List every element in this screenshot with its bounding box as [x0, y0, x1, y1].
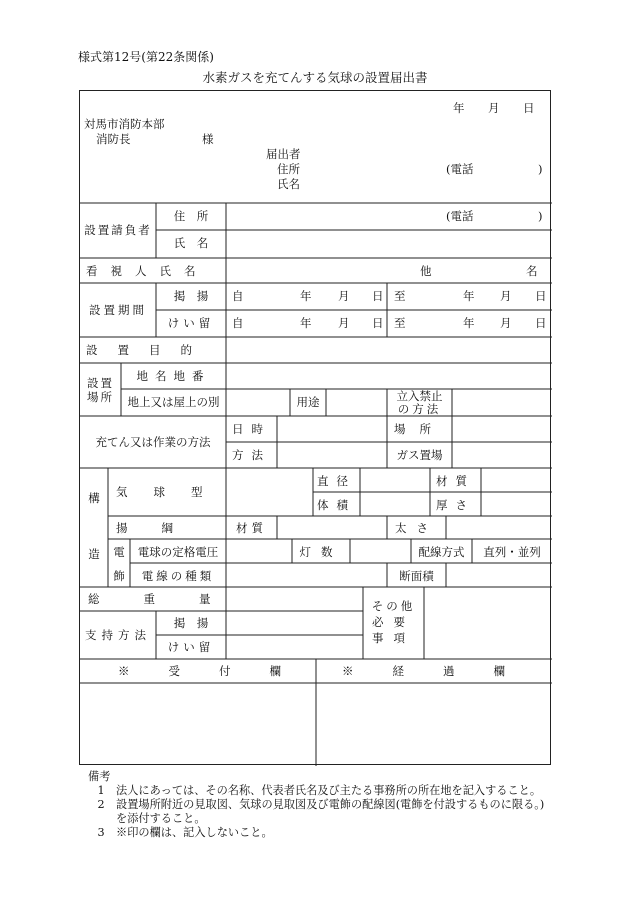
period-raise-from-year: 年 [300, 289, 312, 303]
reception-label: ※受付欄 [118, 664, 320, 678]
period-moor-to: 至 [394, 316, 406, 330]
method-gas-label: ガス置場 [396, 448, 443, 462]
applicant-address-label: 住所 [277, 162, 300, 176]
requester-label: 設置請負者 [84, 223, 152, 237]
method-place-label: 場所 [394, 422, 445, 436]
requester-name-label: 氏 名 [173, 236, 209, 250]
period-moor-label: けい留 [167, 316, 215, 330]
other-label-3: 事項 [372, 631, 415, 645]
period-raise-to: 至 [394, 289, 406, 303]
period-moor-from-day: 日 [372, 316, 384, 330]
other-label-2: 必要 [372, 615, 415, 629]
applicant-phone-open: (電話 [446, 162, 474, 176]
period-moor-to-day: 日 [535, 316, 547, 330]
addressee-title: 消防長 [96, 132, 131, 146]
watchman-label: 看視人氏名 [86, 264, 209, 278]
support-raise-label: 掲 揚 [173, 616, 209, 630]
location-label-1: 設置 [87, 376, 114, 390]
addressee-sama: 様 [202, 132, 214, 146]
structure-label-1: 構 [88, 491, 100, 505]
form-title: 水素ガスを充てんする気球の設置届出書 [202, 70, 428, 85]
header-day: 日 [523, 101, 535, 115]
note-item [86, 826, 546, 840]
requester-address-label: 住 所 [173, 209, 209, 223]
period-moor-to-month: 月 [500, 316, 512, 330]
period-moor-from-month: 月 [338, 316, 350, 330]
method-datetime-label: 日時 [232, 422, 271, 436]
location-lot-label: 地名地番 [136, 369, 211, 383]
note-item [86, 798, 546, 826]
thickness-label: 厚さ [436, 498, 475, 512]
material-label: 材質 [436, 474, 475, 488]
watchman-mei: 名 [526, 264, 538, 278]
period-moor-from-year: 年 [300, 316, 312, 330]
elec-label-1: 電 [113, 545, 125, 559]
lamps-label: 灯数 [299, 545, 343, 559]
rope-material-label: 材質 [236, 521, 267, 535]
applicant-phone-close: ) [538, 162, 543, 176]
rope-label: 揚綱 [116, 521, 207, 535]
balloon-type-label: 気球型 [116, 485, 229, 499]
header-month: 月 [488, 101, 500, 115]
notes-heading: 備考 [88, 770, 111, 783]
watchman-other: 他 [420, 264, 432, 278]
method-how-label: 方法 [232, 448, 271, 462]
note-text: ※印の欄は、記入しないこと。 [116, 826, 273, 839]
method-label: 充てん又は作業の方法 [95, 435, 211, 449]
note-number: 2 [97, 798, 105, 811]
diameter-label: 直径 [317, 474, 356, 488]
support-moor-label: けい留 [167, 640, 215, 654]
support-method-label: 支持方法 [85, 628, 151, 642]
progress-label: ※経過欄 [342, 664, 544, 678]
note-text: 法人にあっては、その名称、代表者氏名及び主たる事務所の所在地を記入すること。 [116, 784, 542, 797]
wire-type-label: 電線の種類 [141, 569, 215, 583]
note-text: 設置場所附近の見取図、気球の見取図及び電飾の配線図(電飾を付設するものに限る。)を添付すること。 [116, 798, 545, 825]
addressee-org: 対馬市消防本部 [84, 117, 165, 131]
rated-voltage-label: 電球の定格電圧 [137, 545, 219, 559]
form-frame [79, 90, 551, 765]
notes [86, 770, 546, 840]
purpose-label: 設置目的 [86, 343, 212, 357]
rope-thickness-label: 太さ [395, 521, 438, 535]
period-raise-to-year: 年 [463, 289, 475, 303]
period-moor-to-year: 年 [463, 316, 475, 330]
header-year: 年 [453, 101, 465, 115]
period-raise-label: 掲 揚 [173, 289, 209, 303]
note-number: 3 [97, 826, 105, 839]
period-label: 設置期間 [89, 303, 147, 317]
applicant-name-label: 氏名 [277, 177, 300, 191]
form-number: 様式第12号(第22条関係) [78, 50, 214, 64]
location-use-label: 用途 [296, 395, 320, 409]
wiring-value: 直列・並列 [483, 545, 541, 559]
period-raise-to-day: 日 [535, 289, 547, 303]
volume-label: 体積 [317, 498, 356, 512]
location-label-2: 場所 [87, 390, 114, 404]
wiring-label: 配線方式 [418, 545, 465, 559]
period-raise-from-month: 月 [338, 289, 350, 303]
structure-label-2: 造 [88, 547, 100, 561]
period-raise-from-day: 日 [372, 289, 384, 303]
note-item [86, 784, 546, 798]
other-label-1: その他 [371, 599, 416, 613]
total-weight-label: 総重量 [88, 592, 255, 606]
period-raise-from: 自 [232, 289, 244, 303]
period-raise-to-month: 月 [500, 289, 512, 303]
applicant-label: 届出者 [266, 147, 301, 161]
cross-section-label: 断面積 [399, 569, 434, 583]
period-moor-from: 自 [232, 316, 244, 330]
location-ground-label: 地上又は屋上の別 [127, 395, 220, 409]
elec-label-2: 飾 [113, 569, 125, 583]
location-restrict-label-1: 立入禁止 [396, 389, 443, 403]
requester-phone-open: (電話 [446, 209, 474, 223]
location-restrict-label-2: の方法 [397, 402, 442, 416]
requester-phone-close: ) [538, 209, 543, 223]
note-number: 1 [97, 784, 105, 797]
